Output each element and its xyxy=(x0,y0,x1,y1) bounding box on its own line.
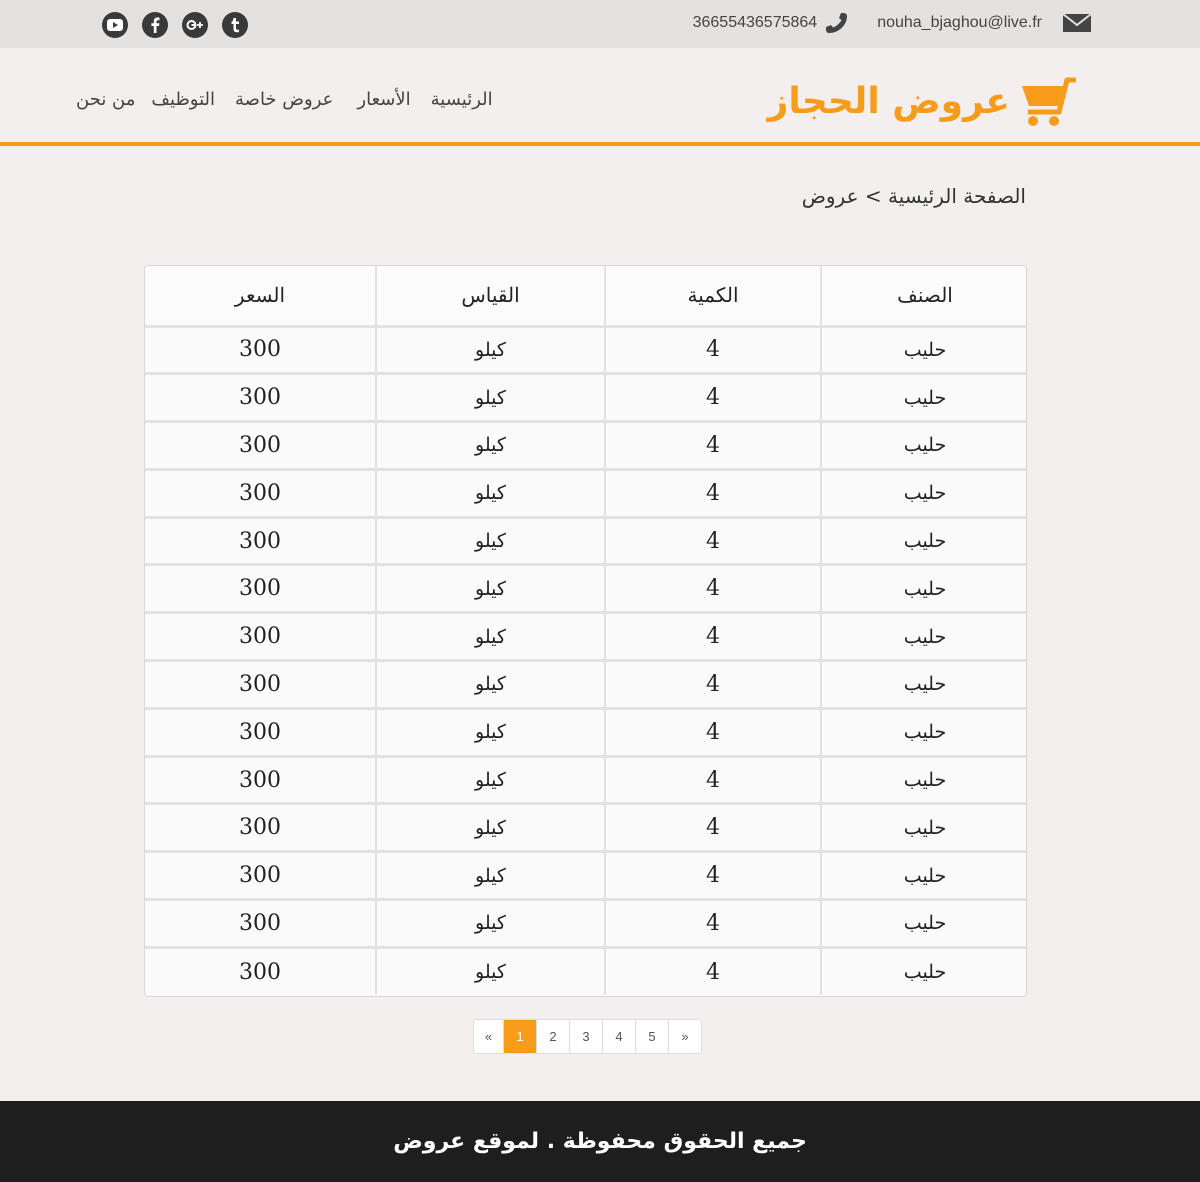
table-row xyxy=(145,469,1027,517)
cell-unit: كيلو xyxy=(376,374,605,422)
cell-quantity: 4 xyxy=(605,422,821,470)
cell-item: حليب xyxy=(821,326,1027,374)
pagination-page-4[interactable]: 4 xyxy=(602,1020,635,1053)
cell-quantity: 4 xyxy=(605,374,821,422)
cell-quantity: 4 xyxy=(605,947,821,995)
column-header-unit: القياس xyxy=(376,266,605,326)
table-row xyxy=(145,374,1027,422)
pagination-next[interactable]: » xyxy=(668,1020,701,1053)
pagination-prev[interactable]: « xyxy=(474,1020,503,1053)
cell-price: 300 xyxy=(239,480,281,506)
cell-unit: كيلو xyxy=(376,900,605,948)
table-row xyxy=(145,422,1027,470)
cell-item: حليب xyxy=(821,613,1027,661)
cell-unit: كيلو xyxy=(376,661,605,709)
cell-quantity: 4 xyxy=(605,708,821,756)
nav-prices[interactable]: الأسعار xyxy=(357,89,411,110)
tumblr-icon[interactable] xyxy=(222,12,248,38)
phone-icon xyxy=(823,12,849,34)
cell-price: 300 xyxy=(239,959,281,985)
cell-unit: كيلو xyxy=(376,613,605,661)
brand-name: عروض الحجاز xyxy=(767,81,1010,122)
email-contact xyxy=(877,13,1092,33)
table-row xyxy=(145,852,1027,900)
table-body xyxy=(145,326,1027,995)
cell-unit: كيلو xyxy=(376,517,605,565)
pagination-page-1[interactable]: 1 xyxy=(503,1020,536,1053)
table-row xyxy=(145,804,1027,852)
column-header-quantity: الكمية xyxy=(605,266,821,326)
table-row xyxy=(145,708,1027,756)
table-row xyxy=(145,613,1027,661)
nav-about[interactable]: من نحن xyxy=(76,89,136,110)
cell-quantity: 4 xyxy=(605,900,821,948)
nav-home[interactable]: الرئيسية xyxy=(430,89,493,110)
cell-price: 300 xyxy=(239,337,281,363)
cell-item: حليب xyxy=(821,708,1027,756)
pagination-page-3[interactable]: 3 xyxy=(569,1020,602,1053)
table-row xyxy=(145,661,1027,709)
cell-unit: كيلو xyxy=(376,565,605,613)
cell-price: 300 xyxy=(239,719,281,745)
main-nav xyxy=(76,89,493,110)
cell-quantity: 4 xyxy=(605,852,821,900)
cell-quantity: 4 xyxy=(605,565,821,613)
table-row xyxy=(145,326,1027,374)
breadcrumb: الصفحة الرئيسية > عروض xyxy=(801,184,1026,208)
cell-item: حليب xyxy=(821,565,1027,613)
nav-jobs[interactable]: التوظيف xyxy=(151,89,216,110)
cell-price: 300 xyxy=(239,671,281,697)
cell-quantity: 4 xyxy=(605,613,821,661)
cell-unit: كيلو xyxy=(376,708,605,756)
cell-item: حليب xyxy=(821,852,1027,900)
pagination xyxy=(473,1019,702,1054)
top-bar xyxy=(0,0,1200,48)
site-header xyxy=(0,48,1200,146)
copyright-text: جميع الحقوق محفوظة . لموقع عروض xyxy=(393,1129,807,1154)
cell-price: 300 xyxy=(239,624,281,650)
cell-item: حليب xyxy=(821,661,1027,709)
cell-price: 300 xyxy=(239,385,281,411)
column-header-price: السعر xyxy=(145,266,376,326)
cell-quantity: 4 xyxy=(605,517,821,565)
site-footer xyxy=(0,1101,1200,1182)
cell-unit: كيلو xyxy=(376,422,605,470)
cell-quantity: 4 xyxy=(605,326,821,374)
youtube-icon[interactable] xyxy=(102,12,128,38)
table-header-row xyxy=(145,266,1027,326)
cell-price: 300 xyxy=(239,432,281,458)
cell-price: 300 xyxy=(239,767,281,793)
cell-item: حليب xyxy=(821,947,1027,995)
cell-price: 300 xyxy=(239,910,281,936)
shopping-cart-icon xyxy=(1018,76,1078,128)
mail-icon xyxy=(1062,13,1092,33)
cell-unit: كيلو xyxy=(376,804,605,852)
cell-price: 300 xyxy=(239,863,281,889)
cell-quantity: 4 xyxy=(605,661,821,709)
table-row xyxy=(145,900,1027,948)
table-row xyxy=(145,756,1027,804)
cell-unit: كيلو xyxy=(376,852,605,900)
cell-unit: كيلو xyxy=(376,326,605,374)
google-plus-icon[interactable] xyxy=(182,12,208,38)
nav-special-offers[interactable]: عروض خاصة xyxy=(235,89,334,110)
cell-item: حليب xyxy=(821,900,1027,948)
social-links xyxy=(102,12,248,38)
column-header-item: الصنف xyxy=(821,266,1027,326)
cell-unit: كيلو xyxy=(376,947,605,995)
email-address[interactable]: nouha_bjaghou@live.fr xyxy=(877,14,1042,31)
cell-price: 300 xyxy=(239,576,281,602)
offers-table xyxy=(144,265,1027,997)
pagination-page-5[interactable]: 5 xyxy=(635,1020,668,1053)
table-row xyxy=(145,517,1027,565)
cell-quantity: 4 xyxy=(605,469,821,517)
table-row xyxy=(145,565,1027,613)
cell-quantity: 4 xyxy=(605,756,821,804)
phone-contact xyxy=(693,12,850,34)
cell-unit: كيلو xyxy=(376,469,605,517)
table-row xyxy=(145,947,1027,995)
cell-price: 300 xyxy=(239,528,281,554)
cell-unit: كيلو xyxy=(376,756,605,804)
contact-info xyxy=(693,12,1092,34)
cell-price: 300 xyxy=(239,815,281,841)
cell-item: حليب xyxy=(821,804,1027,852)
phone-number: 36655436575864 xyxy=(692,14,818,31)
cell-item: حليب xyxy=(821,422,1027,470)
cell-item: حليب xyxy=(821,756,1027,804)
cell-item: حليب xyxy=(821,469,1027,517)
cell-quantity: 4 xyxy=(605,804,821,852)
cell-item: حليب xyxy=(821,374,1027,422)
cell-item: حليب xyxy=(821,517,1027,565)
pagination-page-2[interactable]: 2 xyxy=(536,1020,569,1053)
brand-logo[interactable] xyxy=(768,76,1078,128)
facebook-icon[interactable] xyxy=(142,12,168,38)
